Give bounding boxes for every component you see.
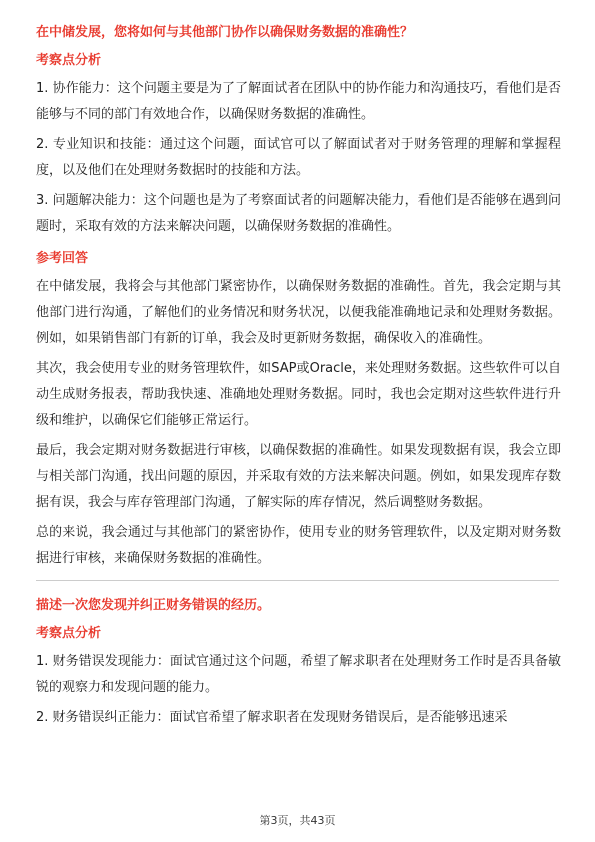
analysis-item: 3. 问题解决能力：这个问题也是为了考察面试者的问题解决能力，看他们是否能够在遇到问题时，采取有效的方法来解决问题，以确保财务数据的准确性。 (36, 193, 561, 234)
analysis-item: 1. 协作能力：这个问题主要是为了了解面试者在团队中的协作能力和沟通技巧，看他们是否能够与不同的部门有效地合作，以确保财务数据的准确性。 (36, 81, 561, 122)
answer-heading: 参考回答 (36, 251, 89, 266)
answer-paragraph: 总的来说，我会通过与其他部门的紧密协作，使用专业的财务管理软件，以及定期对财务数据进行审核，来确保财务数据的准确性。 (36, 525, 561, 566)
analysis-heading: 考察点分析 (36, 626, 102, 641)
page-content (36, 22, 561, 735)
section-divider (36, 580, 559, 581)
analysis-item: 2. 财务错误纠正能力：面试官希望了解求职者在发现财务错误后，是否能够迅速采 (36, 710, 508, 725)
answer-paragraph: 在中储发展，我将会与其他部门紧密协作，以确保财务数据的准确性。首先，我会定期与其他部门进行沟通，了解他们的业务情况和财务状况，以便我能准确地记录和处理财务数据。例如，如果销售部门有新的订单，我会及时更新财务数据，确保收入的准确性。 (36, 279, 561, 346)
question-title: 在中储发展，您将如何与其他部门协作以确保财务数据的准确性？ (36, 25, 414, 40)
question-block-1 (36, 22, 561, 572)
analysis-item: 2. 专业知识和技能：通过这个问题，面试官可以了解面试者对于财务管理的理解和掌握程度，以及他们在处理财务数据时的技能和方法。 (36, 137, 561, 178)
analysis-heading: 考察点分析 (36, 53, 102, 68)
answer-paragraph: 最后，我会定期对财务数据进行审核，以确保数据的准确性。如果发现数据有误，我会立即与相关部门沟通，找出问题的原因，并采取有效的方法来解决问题。例如，如果发现库存数据有误，我会与库存管理部门沟通，了解实际的库存情况，然后调整财务数据。 (36, 443, 561, 510)
question-title: 描述一次您发现并纠正财务错误的经历。 (36, 598, 271, 613)
analysis-item: 1. 财务错误发现能力：面试官通过这个问题，希望了解求职者在处理财务工作时是否具备敏锐的观察力和发现问题的能力。 (36, 654, 561, 695)
answer-paragraph: 其次，我会使用专业的财务管理软件，如SAP或Oracle，来处理财务数据。这些软件可以自动生成财务报表，帮助我快速、准确地处理财务数据。同时，我也会定期对这些软件进行升级和维护，以确保它们能够正常运行。 (36, 361, 561, 428)
question-block-2 (36, 595, 561, 731)
page-number: 第3页，共43页 (259, 814, 336, 827)
